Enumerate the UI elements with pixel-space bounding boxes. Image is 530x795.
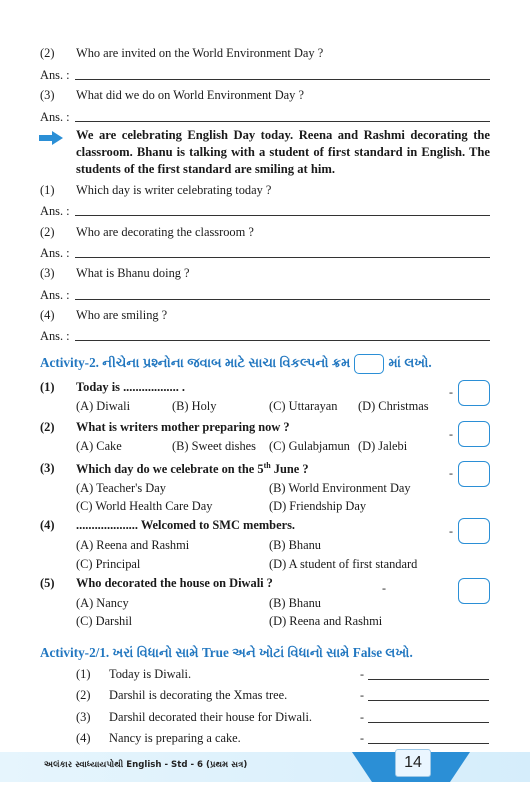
mcq-option: (A) Teacher's Day [76,481,166,495]
mcq-option: (B) World Environment Day [269,481,411,495]
answer-label: Ans. : [40,68,70,82]
tf-answer-line[interactable] [368,722,489,723]
answer-box[interactable] [458,578,490,604]
mcq-option: (D) A student of first standard [269,557,418,571]
question-number: (1) [40,183,55,197]
answer-label: Ans. : [40,110,70,124]
dash: - [360,731,364,745]
mcq-number: (2) [40,420,55,434]
superscript: th [263,461,271,470]
question-text: Who are invited on the World Environment Day ? [76,46,324,60]
dash: - [449,524,453,538]
activity-2-title-suffix: માં લખો. [388,355,432,371]
dash: - [382,581,386,595]
mcq-option: (C) Gulabjamun [269,439,350,453]
answer-line[interactable] [75,340,490,341]
arrow-icon [39,131,63,145]
answer-box[interactable] [458,518,490,544]
answer-box[interactable] [458,421,490,447]
dash: - [449,385,453,399]
mcq-option: (A) Cake [76,439,122,453]
question-number: (2) [40,46,55,60]
answer-label: Ans. : [40,329,70,343]
mcq-option: (B) Sweet dishes [172,439,256,453]
mcq-number: (4) [40,518,55,532]
question-text: Who are decorating the classroom ? [76,225,254,239]
tf-number: (1) [76,667,91,681]
mcq-question [76,461,309,477]
tf-statement: Nancy is preparing a cake. [109,731,241,745]
mcq-number: (5) [40,576,55,590]
mcq-question-suffix: June ? [270,462,309,477]
activity-2-title-text: Activity-2. નીચેના પ્રશ્નોના જવાબ માટે સાચા વિકલ્પનો ક્રમ [40,355,351,371]
answer-box[interactable] [458,461,490,487]
answer-label: Ans. : [40,246,70,260]
mcq-option: (D) Reena and Rashmi [269,614,383,628]
mcq-number: (3) [40,461,55,475]
mcq-option: (B) Holy [172,399,217,413]
tf-statement: Darshil decorated their house for Diwali. [109,710,312,724]
dash: - [449,466,453,480]
tf-answer-line[interactable] [368,700,489,701]
answer-line[interactable] [75,79,490,80]
question-text: Which day is writer celebrating today ? [76,183,272,197]
mcq-question-text: Which day do we celebrate on the 5 [76,462,264,477]
footer-text: અલંકાર સ્વાધ્યાયપોથી English - Std - 6 (પ્રથમ સત્ર) [44,760,248,770]
mcq-option: (C) Principal [76,557,141,571]
dash: - [449,427,453,441]
mcq-option: (C) World Health Care Day [76,499,213,513]
tf-number: (3) [76,710,91,724]
question-text: Who are smiling ? [76,308,168,322]
tf-number: (4) [76,731,91,745]
answer-line[interactable] [75,121,490,122]
mcq-option: (B) Bhanu [269,538,321,552]
activity-2-title [40,354,432,374]
question-number: (2) [40,225,55,239]
mcq-option: (D) Christmas [358,399,429,413]
dash: - [360,667,364,681]
passage: We are celebrating English Day today. Reena and Rashmi decorating the classroom. Bhanu is talking with a student of first standard in English. The students of the first standard are smiling at him. [76,128,490,177]
tf-statement: Today is Diwali. [109,667,192,681]
question-text: What did we do on World Environment Day ? [76,88,304,102]
mcq-question: Who decorated the house on Diwali ? [76,576,273,590]
page-number: 14 [395,749,431,777]
answer-line[interactable] [75,215,490,216]
mcq-option: (B) Bhanu [269,596,321,610]
tf-answer-line[interactable] [368,743,489,744]
question-number: (3) [40,88,55,102]
mcq-option: (A) Reena and Rashmi [76,538,190,552]
tf-number: (2) [76,688,91,702]
mcq-number: (1) [40,380,55,394]
mcq-question: What is writers mother preparing now ? [76,420,290,434]
question-text: What is Bhanu doing ? [76,266,190,280]
answer-box-sample [354,354,384,374]
tf-answer-line[interactable] [368,679,489,680]
answer-line[interactable] [75,299,490,300]
answer-line[interactable] [75,257,490,258]
mcq-option: (A) Nancy [76,596,129,610]
tf-statement: Darshil is decorating the Xmas tree. [109,688,288,702]
mcq-option: (C) Uttarayan [269,399,338,413]
dash: - [360,710,364,724]
answer-label: Ans. : [40,288,70,302]
question-number: (4) [40,308,55,322]
mcq-option: (C) Darshil [76,614,133,628]
mcq-option: (D) Jalebi [358,439,408,453]
activity-2-1-title: Activity-2/1. ખરાં વિધાનો સામે True અને ખોટાં વિધાનો સામે False લખો. [40,645,413,660]
answer-box[interactable] [458,380,490,406]
mcq-question: .................... Welcomed to SMC members. [76,518,295,532]
dash: - [360,688,364,702]
question-number: (3) [40,266,55,280]
mcq-question: Today is .................. . [76,380,186,394]
mcq-option: (A) Diwali [76,399,131,413]
answer-label: Ans. : [40,204,70,218]
mcq-option: (D) Friendship Day [269,499,367,513]
